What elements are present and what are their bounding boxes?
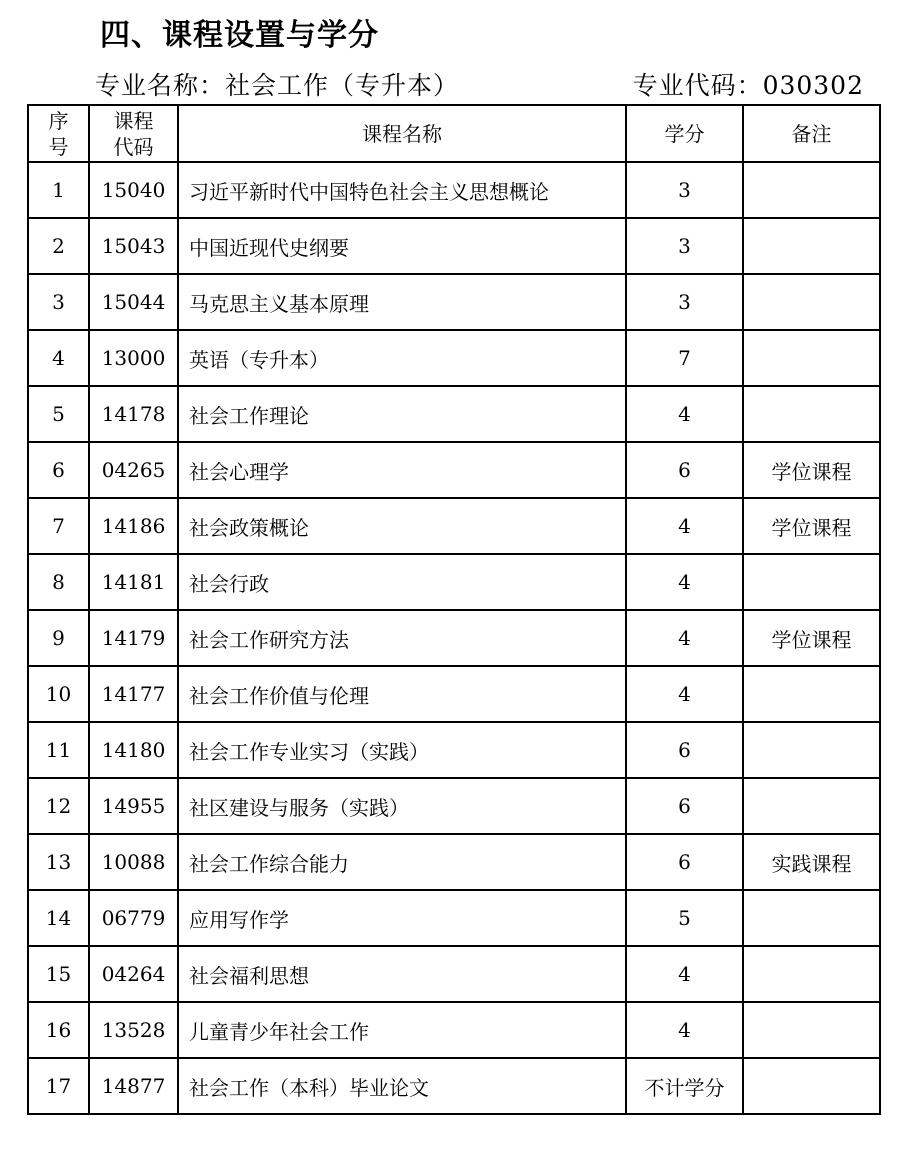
- header-code: [89, 105, 178, 162]
- course-credit: 7: [626, 330, 743, 386]
- table-row: [28, 890, 880, 946]
- course-code: 15043: [89, 218, 178, 274]
- table-row: [28, 386, 880, 442]
- course-index: 17: [28, 1058, 89, 1114]
- course-index: 8: [28, 554, 89, 610]
- table-row: [28, 666, 880, 722]
- course-credit: 4: [626, 610, 743, 666]
- course-credit: 6: [626, 834, 743, 890]
- course-index: 5: [28, 386, 89, 442]
- major-code: 专业代码：030302: [632, 71, 864, 100]
- table-row: [28, 274, 880, 330]
- table-row: [28, 722, 880, 778]
- course-name: 中国近现代史纲要: [178, 218, 626, 274]
- course-code: 15044: [89, 274, 178, 330]
- table-body: [28, 162, 880, 1114]
- course-index: 14: [28, 890, 89, 946]
- course-remark: [743, 1002, 880, 1058]
- course-credit: 5: [626, 890, 743, 946]
- course-remark: [743, 386, 880, 442]
- course-remark: 实践课程: [743, 834, 880, 890]
- course-code: 13000: [89, 330, 178, 386]
- course-credit: 4: [626, 386, 743, 442]
- course-index: 13: [28, 834, 89, 890]
- course-code: 04265: [89, 442, 178, 498]
- course-name: 应用写作学: [178, 890, 626, 946]
- course-name: 社会政策概论: [178, 498, 626, 554]
- course-name: 社会心理学: [178, 442, 626, 498]
- table-row: [28, 498, 880, 554]
- course-index: 10: [28, 666, 89, 722]
- course-credit: 3: [626, 218, 743, 274]
- course-code: 10088: [89, 834, 178, 890]
- table-row: [28, 778, 880, 834]
- course-index: 11: [28, 722, 89, 778]
- table-row: [28, 442, 880, 498]
- course-index: 1: [28, 162, 89, 218]
- course-credit: 4: [626, 946, 743, 1002]
- course-code: 14177: [89, 666, 178, 722]
- course-name: 社会工作理论: [178, 386, 626, 442]
- header-index-line2: 号: [48, 134, 69, 159]
- course-code: 14181: [89, 554, 178, 610]
- table-row: [28, 610, 880, 666]
- course-code: 06779: [89, 890, 178, 946]
- course-name: 社会工作价值与伦理: [178, 666, 626, 722]
- course-name: 儿童青少年社会工作: [178, 1002, 626, 1058]
- table-row: [28, 554, 880, 610]
- course-credit: 4: [626, 666, 743, 722]
- course-credit: 3: [626, 274, 743, 330]
- course-remark: [743, 162, 880, 218]
- course-code: 14180: [89, 722, 178, 778]
- course-name: 社会福利思想: [178, 946, 626, 1002]
- course-index: 16: [28, 1002, 89, 1058]
- course-code: 14186: [89, 498, 178, 554]
- course-credit: 4: [626, 1002, 743, 1058]
- table-row: [28, 218, 880, 274]
- table-row: [28, 162, 880, 218]
- course-index: 9: [28, 610, 89, 666]
- course-index: 6: [28, 442, 89, 498]
- course-index: 15: [28, 946, 89, 1002]
- header-name: 课程名称: [178, 105, 626, 162]
- course-name: 社区建设与服务（实践）: [178, 778, 626, 834]
- course-remark: 学位课程: [743, 610, 880, 666]
- table-header: [28, 105, 880, 162]
- header-code-line2: 代码: [113, 134, 154, 159]
- course-remark: [743, 666, 880, 722]
- course-remark: [743, 778, 880, 834]
- course-credit: 不计学分: [626, 1058, 743, 1114]
- table-row: [28, 834, 880, 890]
- course-code: 04264: [89, 946, 178, 1002]
- course-name: 马克思主义基本原理: [178, 274, 626, 330]
- course-remark: [743, 218, 880, 274]
- course-name: 社会行政: [178, 554, 626, 610]
- course-remark: 学位课程: [743, 442, 880, 498]
- course-remark: [743, 1058, 880, 1114]
- course-name: 社会工作（本科）毕业论文: [178, 1058, 626, 1114]
- header-code-line1: 课程: [113, 108, 154, 133]
- course-table: [27, 104, 881, 1115]
- course-remark: [743, 554, 880, 610]
- page-title: 四、课程设置与学分: [100, 18, 379, 53]
- course-remark: [743, 274, 880, 330]
- course-index: 7: [28, 498, 89, 554]
- course-index: 2: [28, 218, 89, 274]
- course-code: 14955: [89, 778, 178, 834]
- course-remark: [743, 330, 880, 386]
- header-index: [28, 105, 89, 162]
- course-name: 社会工作研究方法: [178, 610, 626, 666]
- course-name: 英语（专升本）: [178, 330, 626, 386]
- header-remark: 备注: [743, 105, 880, 162]
- header-credit: 学分: [626, 105, 743, 162]
- course-name: 社会工作综合能力: [178, 834, 626, 890]
- course-credit: 6: [626, 442, 743, 498]
- course-credit: 4: [626, 498, 743, 554]
- course-name: 习近平新时代中国特色社会主义思想概论: [178, 162, 626, 218]
- course-index: 3: [28, 274, 89, 330]
- course-index: 12: [28, 778, 89, 834]
- table-row: [28, 946, 880, 1002]
- course-credit: 4: [626, 554, 743, 610]
- course-code: 14877: [89, 1058, 178, 1114]
- major-name: 专业名称：社会工作（专升本）: [95, 71, 460, 100]
- course-code: 13528: [89, 1002, 178, 1058]
- table-row: [28, 330, 880, 386]
- course-credit: 6: [626, 778, 743, 834]
- header-index-line1: 序: [48, 108, 69, 133]
- course-name: 社会工作专业实习（实践）: [178, 722, 626, 778]
- course-code: 14178: [89, 386, 178, 442]
- course-remark: [743, 890, 880, 946]
- course-remark: 学位课程: [743, 498, 880, 554]
- course-credit: 6: [626, 722, 743, 778]
- course-index: 4: [28, 330, 89, 386]
- table-row: [28, 1002, 880, 1058]
- course-remark: [743, 722, 880, 778]
- course-code: 14179: [89, 610, 178, 666]
- course-credit: 3: [626, 162, 743, 218]
- course-remark: [743, 946, 880, 1002]
- table-row: [28, 1058, 880, 1114]
- course-code: 15040: [89, 162, 178, 218]
